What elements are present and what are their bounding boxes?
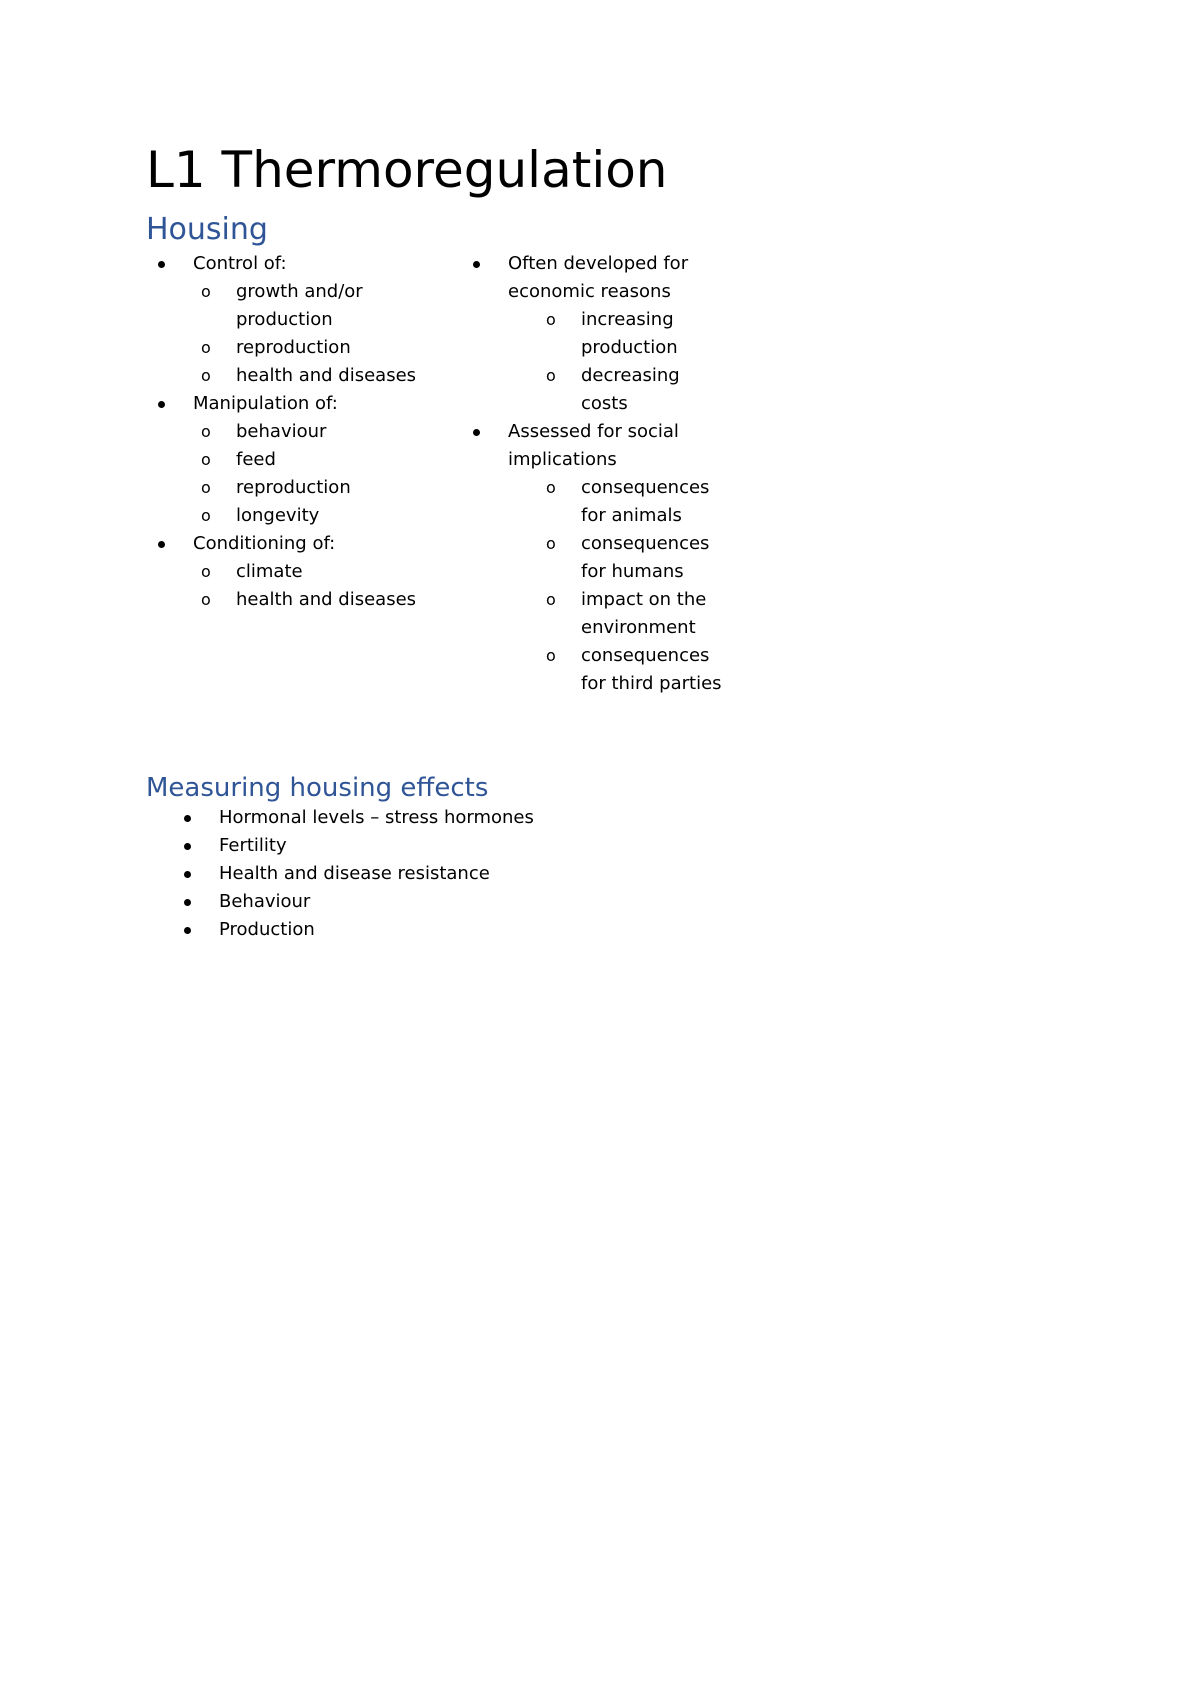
list-item (146, 586, 461, 614)
bullet-icon (158, 261, 165, 268)
list-item (146, 390, 461, 418)
list-item-text: reproduction (236, 337, 351, 358)
list-item-text: health and diseases (236, 365, 417, 386)
list-item-text: Conditioning of: (193, 533, 336, 554)
sub-bullet-icon: o (201, 366, 211, 385)
sub-bullet-icon: o (201, 282, 211, 301)
list-item-text: consequences for animals (581, 477, 710, 526)
list-item-text: growth and/or production (236, 281, 363, 330)
document-title: L1 Thermoregulation (146, 141, 668, 199)
list-item-text: Hormonal levels – stress hormones (219, 807, 534, 828)
list-item (461, 306, 761, 362)
bullet-icon (158, 541, 165, 548)
list-item (146, 860, 1066, 888)
list-item-text: health and diseases (236, 589, 417, 610)
list-item (146, 250, 461, 278)
list-item (461, 474, 761, 530)
sub-bullet-icon: o (546, 310, 556, 329)
bullet-list (461, 250, 761, 698)
bullet-icon (473, 429, 480, 436)
sub-bullet-icon: o (546, 534, 556, 553)
list-item (146, 558, 461, 586)
list-item-text: consequences for humans (581, 533, 710, 582)
bullet-icon (184, 843, 191, 850)
list-item-text: longevity (236, 505, 320, 526)
list-item (146, 418, 461, 446)
list-item (146, 530, 461, 558)
list-item-text: Often developed for economic reasons (508, 253, 689, 302)
section-heading-housing: Housing (146, 212, 268, 247)
list-item (461, 418, 761, 474)
sub-bullet-icon: o (201, 422, 211, 441)
list-item-text: Health and disease resistance (219, 863, 490, 884)
list-item (461, 362, 761, 418)
list-item-text: Production (219, 919, 315, 940)
list-item-text: Assessed for social implications (508, 421, 679, 470)
list-item-text: Behaviour (219, 891, 311, 912)
list-item (461, 586, 761, 642)
list-item-text: climate (236, 561, 303, 582)
list-item-text: decreasing costs (581, 365, 680, 414)
bullet-icon (184, 899, 191, 906)
sub-bullet-icon: o (201, 562, 211, 581)
list-item (146, 334, 461, 362)
sub-bullet-icon: o (201, 338, 211, 357)
list-item (146, 832, 1066, 860)
list-item (146, 916, 1066, 944)
list-item (146, 474, 461, 502)
sub-bullet-icon: o (201, 450, 211, 469)
list-item-text: Control of: (193, 253, 287, 274)
list-item-text: reproduction (236, 477, 351, 498)
list-item (146, 278, 461, 334)
measuring-section (146, 772, 1066, 944)
housing-left-column (146, 250, 461, 698)
sub-bullet-icon: o (201, 506, 211, 525)
sub-bullet-icon: o (201, 478, 211, 497)
list-item (146, 362, 461, 390)
bullet-icon (184, 927, 191, 934)
list-item-text: impact on the environment (581, 589, 707, 638)
bullet-icon (158, 401, 165, 408)
housing-columns (146, 250, 1066, 698)
list-item-text: feed (236, 449, 276, 470)
sub-bullet-icon: o (546, 366, 556, 385)
bullet-icon (473, 261, 480, 268)
bullet-icon (184, 871, 191, 878)
section-heading-measuring: Measuring housing effects (146, 773, 489, 803)
list-item (461, 250, 761, 306)
document-page (146, 140, 1066, 944)
sub-bullet-icon: o (546, 478, 556, 497)
list-item-text: Fertility (219, 835, 287, 856)
list-item (461, 642, 761, 698)
list-item (146, 804, 1066, 832)
bullet-list (146, 250, 461, 614)
housing-right-column (461, 250, 761, 698)
sub-bullet-icon: o (201, 590, 211, 609)
list-item (146, 446, 461, 474)
list-item (461, 530, 761, 586)
list-item (146, 502, 461, 530)
bullet-list (146, 804, 1066, 944)
sub-bullet-icon: o (546, 590, 556, 609)
list-item (146, 888, 1066, 916)
bullet-icon (184, 815, 191, 822)
list-item-text: consequences for third parties (581, 645, 722, 694)
list-item-text: Manipulation of: (193, 393, 338, 414)
list-item-text: behaviour (236, 421, 327, 442)
sub-bullet-icon: o (546, 646, 556, 665)
list-item-text: increasing production (581, 309, 678, 358)
